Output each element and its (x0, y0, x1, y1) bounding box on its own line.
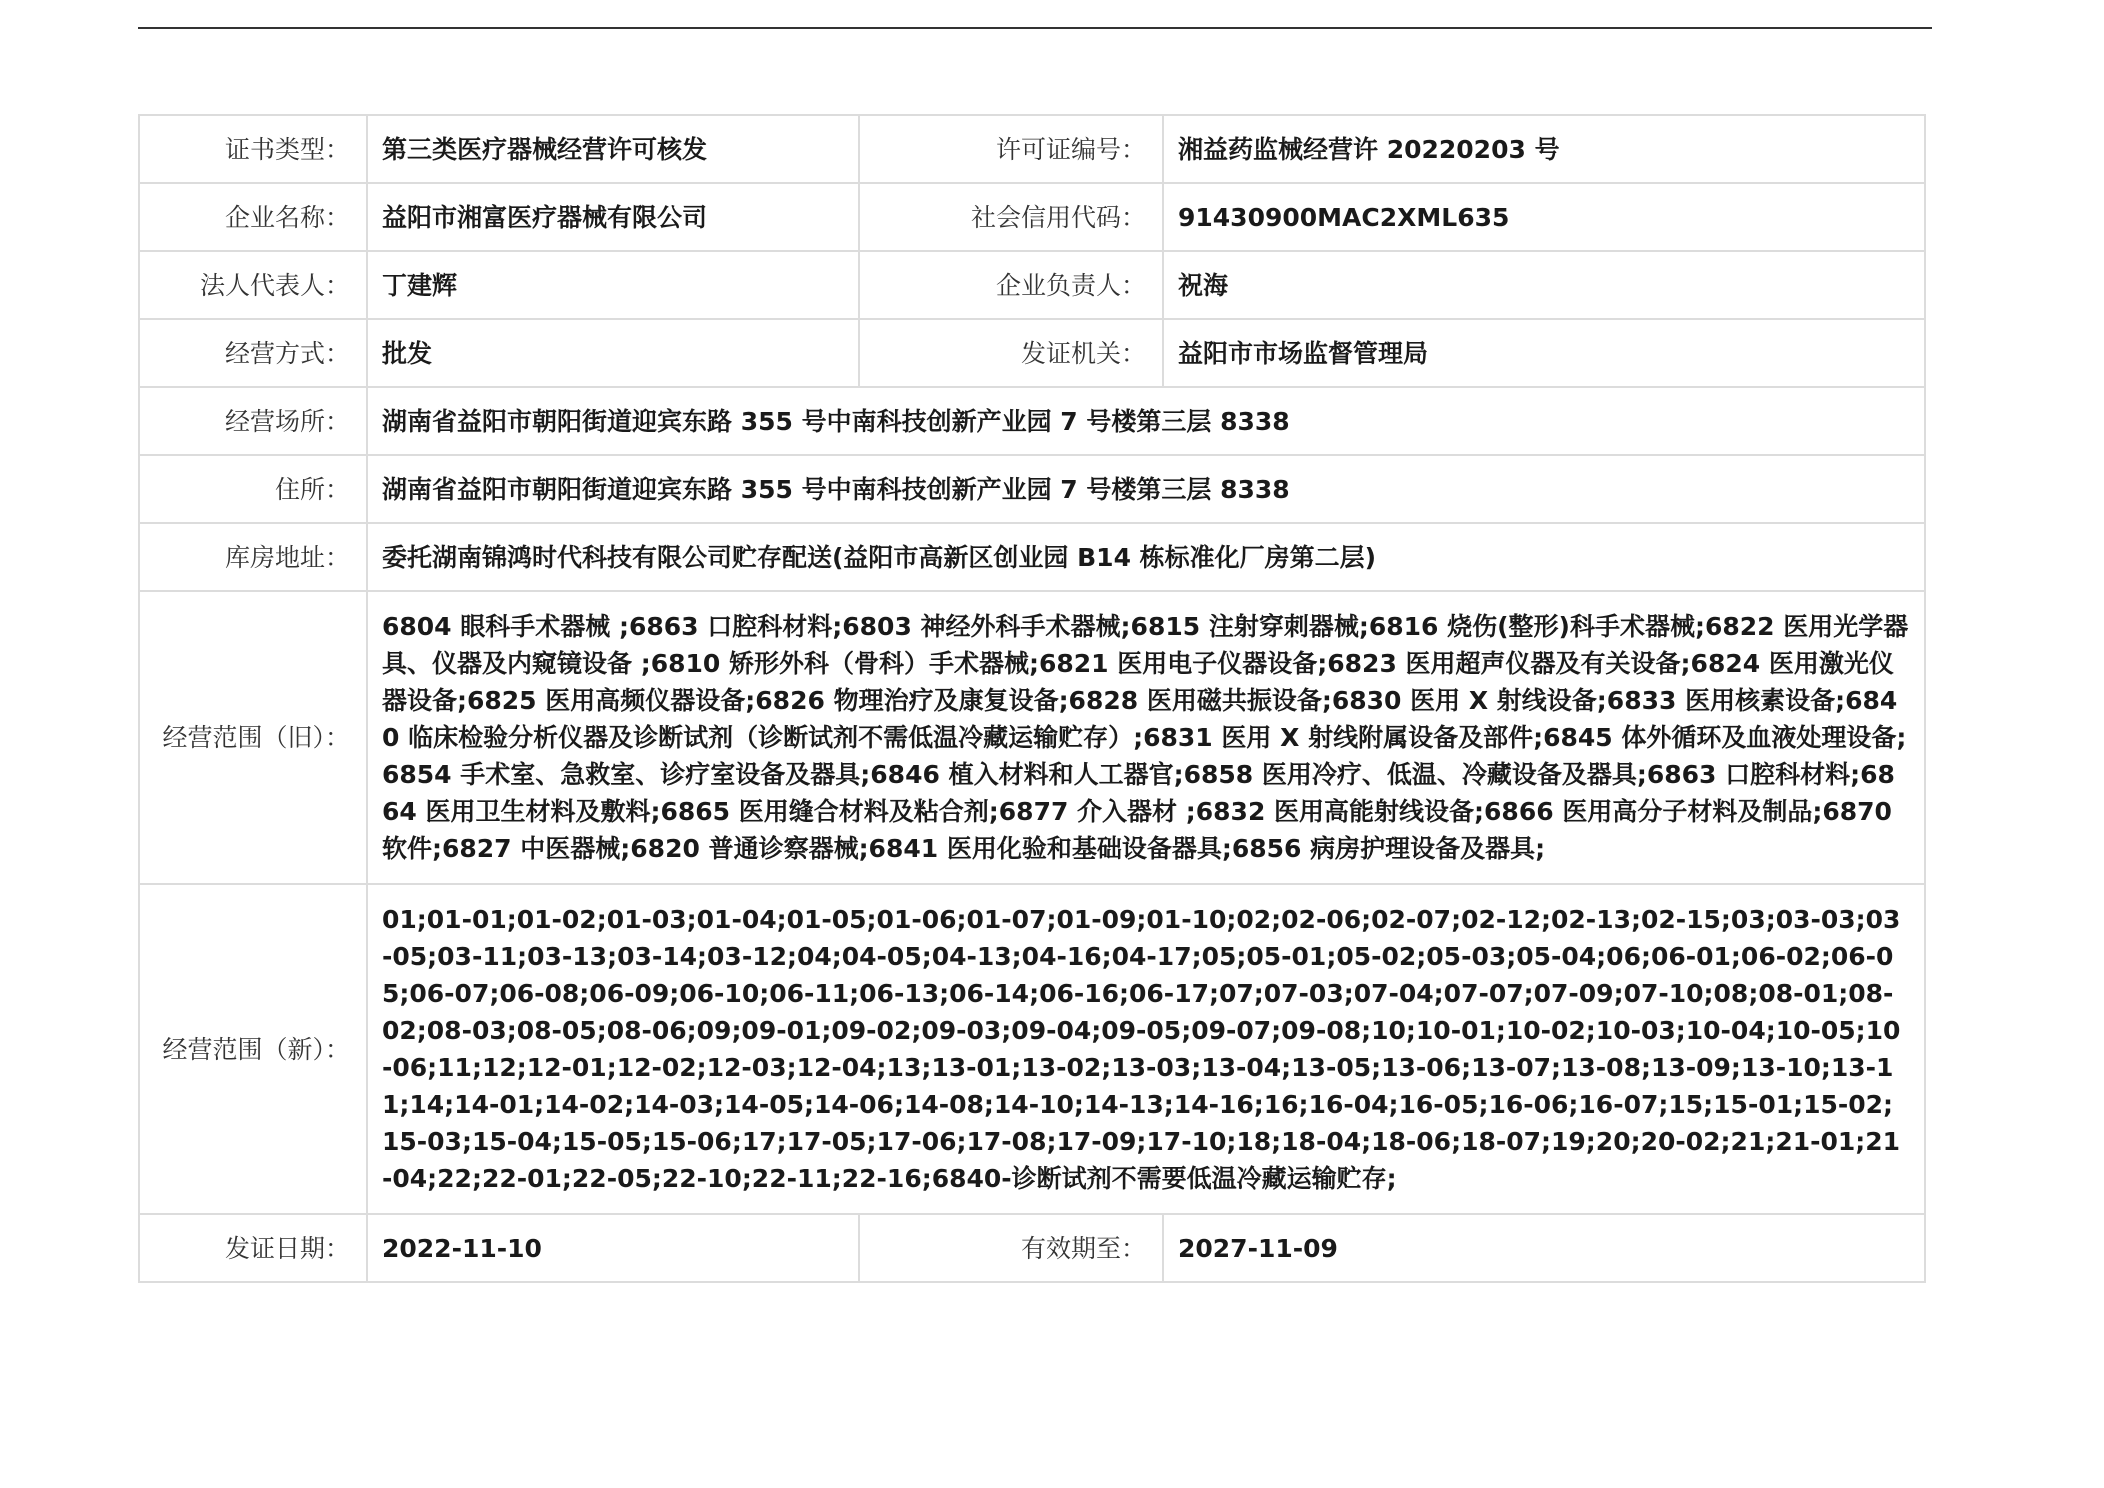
residence-value: 湖南省益阳市朝阳街道迎宾东路 355 号中南科技创新产业园 7 号楼第三层 8338 (367, 455, 1925, 523)
table-row (139, 319, 1925, 387)
issue-date-label: 发证日期： (139, 1214, 367, 1282)
warehouse-value: 委托湖南锦鸿时代科技有限公司贮存配送(益阳市高新区创业园 B14 栋标准化厂房第二层) (367, 523, 1925, 591)
license-no-value: 湘益药监械经营许 20220203 号 (1163, 115, 1925, 183)
cert-type-value: 第三类医疗器械经营许可核发 (367, 115, 859, 183)
table-row (139, 251, 1925, 319)
table-row (139, 183, 1925, 251)
responsible-label: 企业负责人： (859, 251, 1163, 319)
table-row (139, 884, 1925, 1214)
table-row (139, 455, 1925, 523)
credit-code-value: 91430900MAC2XML635 (1163, 183, 1925, 251)
company-name-value: 益阳市湘富医疗器械有限公司 (367, 183, 859, 251)
cert-type-label: 证书类型： (139, 115, 367, 183)
scope-new-label: 经营范围（新）： (139, 884, 367, 1214)
responsible-value: 祝海 (1163, 251, 1925, 319)
issuer-label: 发证机关： (859, 319, 1163, 387)
business-mode-value: 批发 (367, 319, 859, 387)
scope-old-label: 经营范围（旧）： (139, 591, 367, 884)
scope-new-value: 01;01-01;01-02;01-03;01-04;01-05;01-06;01-07;01-09;01-10;02;02-06;02-07;02-12;02-13;02-15;03;03-03;03-05;03-11;03-13;03-14;03-12;04;04-05;04-13;04-16;04-17;05;05-01;05-02;05-03;05-04;06;06-01;06-02;06-05;06-07;06-08;06-09;06-10;06-11;06-13;06-14;06-16;06-17;07;07-03;07-04;07-07;07-09;07-10;08;08-01;08-02;08-03;08-05;08-06;09;09-01;09-02;09-03;09-04;09-05;09-07;09-08;10;10-01;10-02;10-03;10-04;10-05;10-06;11;12;12-01;12-02;12-03;12-04;13;13-01;13-02;13-03;13-04;13-05;13-06;13-07;13-08;13-09;13-10;13-11;14;14-01;14-02;14-03;14-05;14-06;14-08;14-10;14-13;14-16;16;16-04;16-05;16-06;16-07;15;15-01;15-02;15-03;15-04;15-05;15-06;17;17-05;17-06;17-08;17-09;17-10;18;18-04;18-06;18-07;19;20;20-02;21;21-01;21-04;22;22-01;22-05;22-10;22-11;22-16;6840-诊断试剂不需要低温冷藏运输贮存; (367, 884, 1925, 1214)
premises-label: 经营场所： (139, 387, 367, 455)
issue-date-value: 2022-11-10 (367, 1214, 859, 1282)
table-row (139, 115, 1925, 183)
valid-until-label: 有效期至： (859, 1214, 1163, 1282)
license-table (138, 114, 1926, 1283)
table-row (139, 523, 1925, 591)
warehouse-label: 库房地址： (139, 523, 367, 591)
license-no-label: 许可证编号： (859, 115, 1163, 183)
premises-value: 湖南省益阳市朝阳街道迎宾东路 355 号中南科技创新产业园 7 号楼第三层 8338 (367, 387, 1925, 455)
table-row (139, 1214, 1925, 1282)
company-name-label: 企业名称： (139, 183, 367, 251)
table-row (139, 591, 1925, 884)
table-row (139, 387, 1925, 455)
top-divider (138, 27, 1932, 29)
legal-rep-value: 丁建辉 (367, 251, 859, 319)
credit-code-label: 社会信用代码： (859, 183, 1163, 251)
scope-old-value: 6804 眼科手术器械 ;6863 口腔科材料;6803 神经外科手术器械;6815 注射穿刺器械;6816 烧伤(整形)科手术器械;6822 医用光学器具、仪器及内窥镜设备 ;6810 矫形外科（骨科）手术器械;6821 医用电子仪器设备;6823 医用超声仪器及有关设备;6824 医用激光仪器设备;6825 医用高频仪器设备;6826 物理治疗及康复设备;6828 医用磁共振设备;6830 医用 X 射线设备;6833 医用核素设备;6840 临床检验分析仪器及诊断试剂（诊断试剂不需低温冷藏运输贮存）;6831 医用 X 射线附属设备及部件;6845 体外循环及血液处理设备;6854 手术室、急救室、诊疗室设备及器具;6846 植入材料和人工器官;6858 医用冷疗、低温、冷藏设备及器具;6863 口腔科材料;6864 医用卫生材料及敷料;6865 医用缝合材料及粘合剂;6877 介入器材 ;6832 医用高能射线设备;6866 医用高分子材料及制品;6870 软件;6827 中医器械;6820 普通诊察器械;6841 医用化验和基础设备器具;6856 病房护理设备及器具; (367, 591, 1925, 884)
issuer-value: 益阳市市场监督管理局 (1163, 319, 1925, 387)
legal-rep-label: 法人代表人： (139, 251, 367, 319)
valid-until-value: 2027-11-09 (1163, 1214, 1925, 1282)
residence-label: 住所： (139, 455, 367, 523)
business-mode-label: 经营方式： (139, 319, 367, 387)
